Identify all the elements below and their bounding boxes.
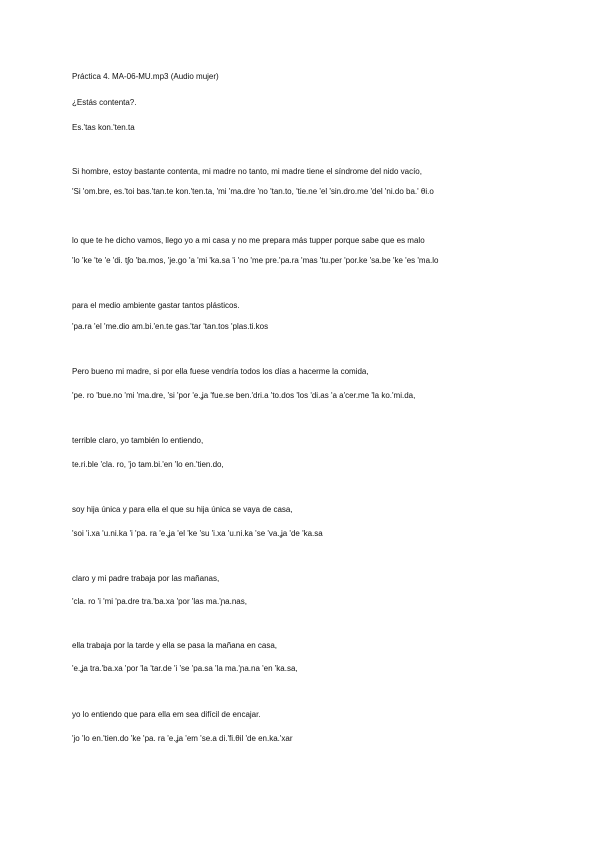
paragraph-2-phonetic: 'lo 'ke 'te 'e 'di. tʃo 'ba.mos, 'je.go 'a 'mi 'ka.sa 'i 'no 'me pre.'pa.ra 'mas 'tu.per 'por.ke 'sa.be 'ke 'es 'ma.lo <box>72 256 439 265</box>
paragraph-4-text: Pero bueno mi madre, si por ella fuese vendría todos los días a hacerme la comida, <box>72 367 369 376</box>
paragraph-2-text: lo que te he dicho vamos, llego yo a mi casa y no me prepara más tupper porque sabe que es malo <box>72 236 425 245</box>
document-title: Práctica 4. MA-06-MU.mp3 (Audio mujer) <box>72 72 219 81</box>
paragraph-8-text: ella trabaja por la tarde y ella se pasa la mañana en casa, <box>72 641 278 650</box>
question-text: ¿Estás contenta?. <box>72 98 137 107</box>
paragraph-9-phonetic: 'jo 'lo en.'tien.do 'ke 'pa. ra 'e.ʝa 'em 'se.a di.'fi.θil 'de en.ka.'xar <box>72 734 293 743</box>
paragraph-5-text: terrible claro, yo también lo entiendo, <box>72 436 204 445</box>
paragraph-5-phonetic: te.ri.ble 'cla. ro, 'jo tam.bi.'en 'lo en.'tien.do, <box>72 460 224 469</box>
paragraph-9-text: yo lo entiendo que para ella em sea difícil de encajar. <box>72 710 261 719</box>
paragraph-3-phonetic: 'pa.ra 'el 'me.dio am.bi.'en.te gas.'tar 'tan.tos 'plas.ti.kos <box>72 322 269 331</box>
paragraph-7-text: claro y mi padre trabaja por las mañanas, <box>72 574 220 583</box>
paragraph-3-text: para el medio ambiente gastar tantos plásticos. <box>72 301 240 310</box>
paragraph-1-phonetic: 'Si 'om.bre, es.'toi bas.'tan.te kon.'ten.ta, 'mi 'ma.dre 'no 'tan.to, 'tie.ne 'el 'sin.dro.me 'del 'ni.do ba.' θi.o <box>72 187 434 196</box>
question-phonetic: Es.'tas kon.'ten.ta <box>72 123 135 132</box>
paragraph-7-phonetic: 'cla. ro 'i 'mi 'pa.dre tra.'ba.xa 'por 'las ma.'ɲa.nas, <box>72 597 247 606</box>
paragraph-8-phonetic: 'e.ʝa tra.'ba.xa 'por 'la 'tar.de 'i 'se 'pa.sa 'la ma.'ɲa.na 'en 'ka.sa, <box>72 664 298 673</box>
paragraph-6-text: soy hija única y para ella el que su hija única se vaya de casa, <box>72 505 293 514</box>
paragraph-6-phonetic: 'soi 'i.xa 'u.ni.ka 'i 'pa. ra 'e.ʝa 'el 'ke 'su 'i.xa 'u.ni.ka 'se 'va.ʝa 'de 'ka.sa <box>72 529 323 538</box>
paragraph-1-text: Si hombre, estoy bastante contenta, mi madre no tanto, mi madre tiene el síndrome del nido vacío, <box>72 167 422 176</box>
paragraph-4-phonetic: 'pe. ro 'bue.no 'mi 'ma.dre, 'si 'por 'e.ʝa 'fue.se ben.'dri.a 'to.dos 'los 'di.as 'a a'cer.me 'la ko.'mi.da, <box>72 391 416 400</box>
